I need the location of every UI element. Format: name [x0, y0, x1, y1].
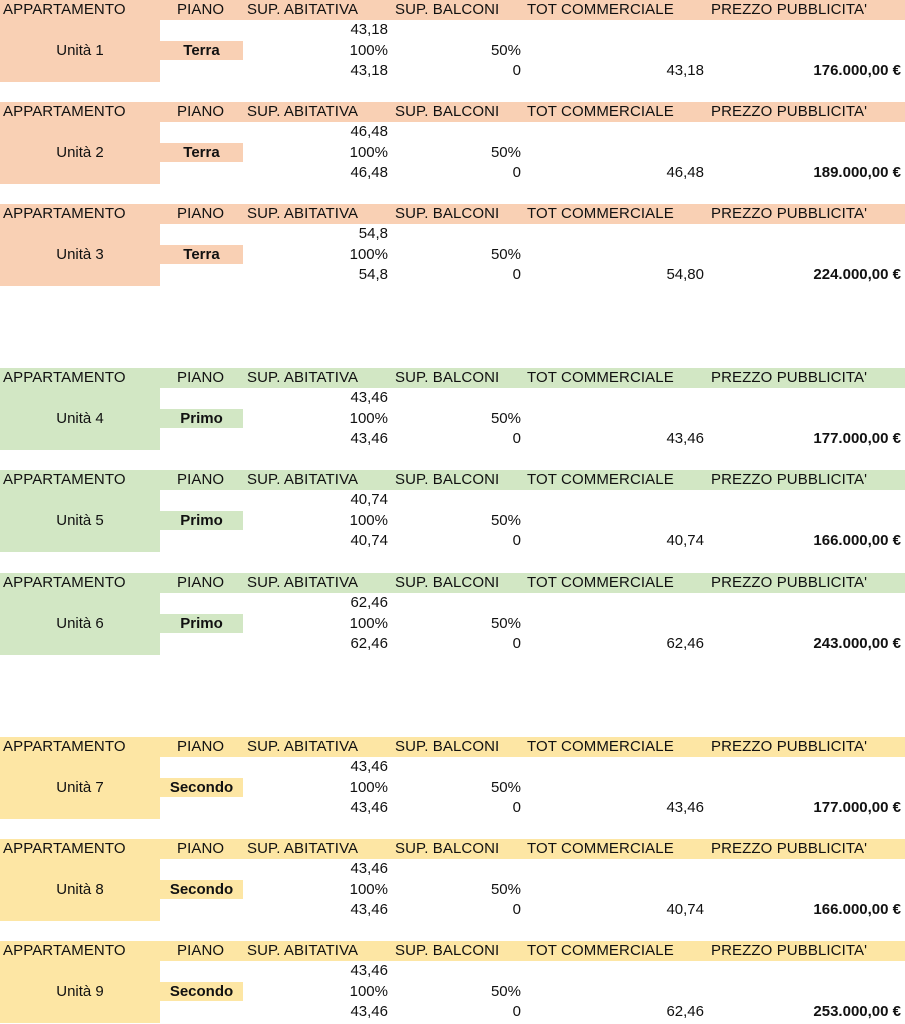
perc-abitativa: 100% — [349, 983, 388, 1000]
header-appartamento: APPARTAMENTO — [3, 942, 126, 959]
header-row — [0, 204, 905, 224]
header-row — [0, 737, 905, 757]
perc-abitativa: 100% — [349, 615, 388, 632]
perc-abitativa: 100% — [349, 246, 388, 263]
unit-piano: Secondo — [160, 880, 243, 899]
prezzo-value: 166.000,00 € — [813, 901, 901, 918]
abitativa-commerciale: 43,46 — [350, 901, 388, 918]
header-row — [0, 0, 905, 20]
perc-abitativa: 100% — [349, 410, 388, 427]
unit-name: Unità 2 — [0, 122, 160, 184]
header-sup-balconi: SUP. BALCONI — [395, 103, 500, 120]
header-row — [0, 839, 905, 859]
balconi-commerciale: 0 — [512, 635, 521, 652]
balconi-commerciale: 0 — [512, 430, 521, 447]
header-appartamento: APPARTAMENTO — [3, 369, 126, 386]
perc-balconi: 50% — [490, 42, 521, 59]
header-prezzo: PREZZO PUBBLICITA' — [711, 1, 868, 18]
perc-abitativa: 100% — [349, 42, 388, 59]
header-sup-balconi: SUP. BALCONI — [395, 738, 500, 755]
balconi-commerciale: 0 — [512, 532, 521, 549]
tot-commerciale-value: 40,74 — [666, 532, 704, 549]
perc-balconi: 50% — [490, 144, 521, 161]
header-sup-balconi: SUP. BALCONI — [395, 471, 500, 488]
header-piano: PIANO — [177, 574, 225, 591]
tot-commerciale-value: 43,18 — [666, 62, 704, 79]
header-prezzo: PREZZO PUBBLICITA' — [711, 103, 868, 120]
abitativa-commerciale: 40,74 — [350, 532, 388, 549]
unit-block-9 — [0, 941, 905, 1023]
header-piano: PIANO — [177, 103, 225, 120]
tot-commerciale-value: 40,74 — [666, 901, 704, 918]
abitativa-commerciale: 62,46 — [350, 635, 388, 652]
header-tot-commerciale: TOT COMMERCIALE — [527, 369, 674, 386]
unit-piano: Terra — [160, 41, 243, 60]
prezzo-value: 176.000,00 € — [813, 62, 901, 79]
prezzo-value: 243.000,00 € — [813, 635, 901, 652]
perc-abitativa: 100% — [349, 144, 388, 161]
header-piano: PIANO — [177, 205, 225, 222]
sup-abitativa-value: 46,48 — [350, 123, 388, 140]
header-sup-abitativa: SUP. ABITATIVA — [247, 471, 359, 488]
abitativa-commerciale: 43,46 — [350, 430, 388, 447]
perc-balconi: 50% — [490, 410, 521, 427]
header-row — [0, 573, 905, 593]
unit-piano: Primo — [160, 511, 243, 530]
header-prezzo: PREZZO PUBBLICITA' — [711, 369, 868, 386]
header-prezzo: PREZZO PUBBLICITA' — [711, 738, 868, 755]
balconi-commerciale: 0 — [512, 62, 521, 79]
balconi-commerciale: 0 — [512, 164, 521, 181]
header-prezzo: PREZZO PUBBLICITA' — [711, 574, 868, 591]
tot-commerciale-value: 43,46 — [666, 799, 704, 816]
perc-abitativa: 100% — [349, 512, 388, 529]
abitativa-commerciale: 54,8 — [358, 266, 388, 283]
unit-piano: Secondo — [160, 778, 243, 797]
sup-abitativa-value: 40,74 — [350, 491, 388, 508]
sup-abitativa-value: 43,46 — [350, 758, 388, 775]
prezzo-value: 224.000,00 € — [813, 266, 901, 283]
unit-name: Unità 1 — [0, 20, 160, 82]
header-sup-abitativa: SUP. ABITATIVA — [247, 738, 359, 755]
header-sup-abitativa: SUP. ABITATIVA — [247, 574, 359, 591]
unit-block-8 — [0, 839, 905, 921]
header-appartamento: APPARTAMENTO — [3, 471, 126, 488]
header-sup-balconi: SUP. BALCONI — [395, 1, 500, 18]
tot-commerciale-value: 62,46 — [666, 1003, 704, 1020]
balconi-commerciale: 0 — [512, 901, 521, 918]
balconi-commerciale: 0 — [512, 1003, 521, 1020]
tot-commerciale-value: 54,80 — [666, 266, 704, 283]
prezzo-value: 166.000,00 € — [813, 532, 901, 549]
prezzo-value: 177.000,00 € — [813, 430, 901, 447]
sup-abitativa-value: 43,46 — [350, 962, 388, 979]
tot-commerciale-value: 46,48 — [666, 164, 704, 181]
unit-piano: Primo — [160, 614, 243, 633]
unit-name: Unità 4 — [0, 388, 160, 450]
perc-balconi: 50% — [490, 615, 521, 632]
balconi-commerciale: 0 — [512, 266, 521, 283]
prezzo-value: 177.000,00 € — [813, 799, 901, 816]
perc-balconi: 50% — [490, 512, 521, 529]
tot-commerciale-value: 43,46 — [666, 430, 704, 447]
sup-abitativa-value: 62,46 — [350, 594, 388, 611]
header-sup-abitativa: SUP. ABITATIVA — [247, 942, 359, 959]
header-appartamento: APPARTAMENTO — [3, 103, 126, 120]
header-sup-balconi: SUP. BALCONI — [395, 942, 500, 959]
prezzo-value: 253.000,00 € — [813, 1003, 901, 1020]
header-tot-commerciale: TOT COMMERCIALE — [527, 205, 674, 222]
unit-block-1 — [0, 0, 905, 82]
abitativa-commerciale: 43,46 — [350, 799, 388, 816]
header-prezzo: PREZZO PUBBLICITA' — [711, 471, 868, 488]
unit-piano: Terra — [160, 143, 243, 162]
header-sup-balconi: SUP. BALCONI — [395, 369, 500, 386]
perc-balconi: 50% — [490, 246, 521, 263]
perc-balconi: 50% — [490, 983, 521, 1000]
unit-block-3 — [0, 204, 905, 286]
unit-block-7 — [0, 737, 905, 819]
header-row — [0, 941, 905, 961]
header-prezzo: PREZZO PUBBLICITA' — [711, 942, 868, 959]
perc-balconi: 50% — [490, 779, 521, 796]
unit-block-6 — [0, 573, 905, 655]
header-piano: PIANO — [177, 1, 225, 18]
header-tot-commerciale: TOT COMMERCIALE — [527, 942, 674, 959]
header-appartamento: APPARTAMENTO — [3, 840, 126, 857]
unit-piano: Primo — [160, 409, 243, 428]
header-tot-commerciale: TOT COMMERCIALE — [527, 471, 674, 488]
sup-abitativa-value: 54,8 — [358, 225, 388, 242]
unit-piano: Secondo — [160, 982, 243, 1001]
balconi-commerciale: 0 — [512, 799, 521, 816]
tot-commerciale-value: 62,46 — [666, 635, 704, 652]
unit-name: Unità 7 — [0, 757, 160, 819]
unit-name: Unità 5 — [0, 490, 160, 552]
header-tot-commerciale: TOT COMMERCIALE — [527, 1, 674, 18]
header-piano: PIANO — [177, 942, 225, 959]
header-sup-abitativa: SUP. ABITATIVA — [247, 1, 359, 18]
header-appartamento: APPARTAMENTO — [3, 205, 126, 222]
abitativa-commerciale: 43,18 — [350, 62, 388, 79]
header-tot-commerciale: TOT COMMERCIALE — [527, 574, 674, 591]
header-appartamento: APPARTAMENTO — [3, 738, 126, 755]
header-prezzo: PREZZO PUBBLICITA' — [711, 205, 868, 222]
unit-name: Unità 3 — [0, 224, 160, 286]
header-sup-balconi: SUP. BALCONI — [395, 574, 500, 591]
header-sup-balconi: SUP. BALCONI — [395, 840, 500, 857]
header-prezzo: PREZZO PUBBLICITA' — [711, 840, 868, 857]
header-row — [0, 470, 905, 490]
unit-block-4 — [0, 368, 905, 450]
abitativa-commerciale: 43,46 — [350, 1003, 388, 1020]
header-appartamento: APPARTAMENTO — [3, 574, 126, 591]
header-sup-balconi: SUP. BALCONI — [395, 205, 500, 222]
header-piano: PIANO — [177, 738, 225, 755]
header-row — [0, 368, 905, 388]
sup-abitativa-value: 43,18 — [350, 21, 388, 38]
unit-name: Unità 8 — [0, 859, 160, 921]
header-sup-abitativa: SUP. ABITATIVA — [247, 205, 359, 222]
header-tot-commerciale: TOT COMMERCIALE — [527, 738, 674, 755]
header-piano: PIANO — [177, 369, 225, 386]
header-sup-abitativa: SUP. ABITATIVA — [247, 369, 359, 386]
perc-balconi: 50% — [490, 881, 521, 898]
header-sup-abitativa: SUP. ABITATIVA — [247, 103, 359, 120]
unit-block-5 — [0, 470, 905, 552]
header-appartamento: APPARTAMENTO — [3, 1, 126, 18]
unit-name: Unità 9 — [0, 961, 160, 1023]
header-row — [0, 102, 905, 122]
header-piano: PIANO — [177, 471, 225, 488]
abitativa-commerciale: 46,48 — [350, 164, 388, 181]
perc-abitativa: 100% — [349, 881, 388, 898]
unit-piano: Terra — [160, 245, 243, 264]
header-sup-abitativa: SUP. ABITATIVA — [247, 840, 359, 857]
sup-abitativa-value: 43,46 — [350, 860, 388, 877]
sup-abitativa-value: 43,46 — [350, 389, 388, 406]
header-tot-commerciale: TOT COMMERCIALE — [527, 840, 674, 857]
header-tot-commerciale: TOT COMMERCIALE — [527, 103, 674, 120]
perc-abitativa: 100% — [349, 779, 388, 796]
prezzo-value: 189.000,00 € — [813, 164, 901, 181]
unit-block-2 — [0, 102, 905, 184]
header-piano: PIANO — [177, 840, 225, 857]
unit-name: Unità 6 — [0, 593, 160, 655]
